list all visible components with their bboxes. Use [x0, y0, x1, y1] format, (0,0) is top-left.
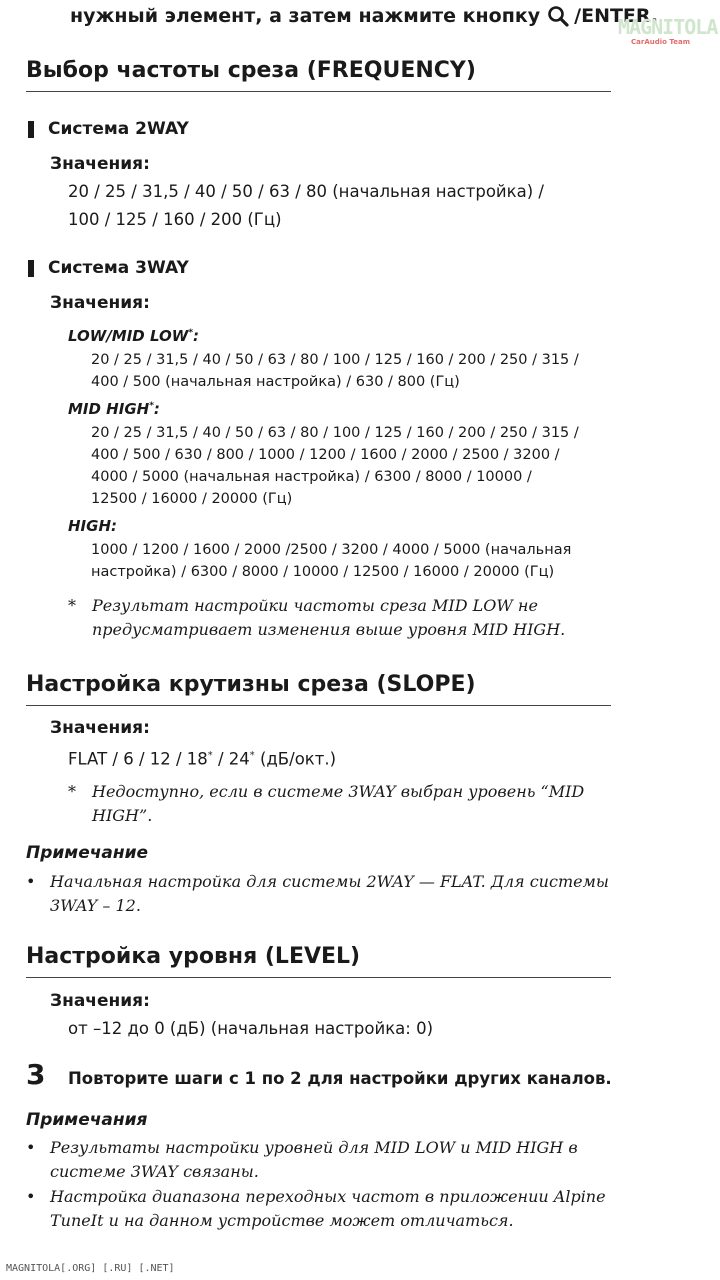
notes-bullet-1: [26, 1136, 578, 1184]
notes-b2-line1: Настройка диапазона переходных частот в приложении Alpine: [50, 1187, 606, 1206]
slope-values-label: Значения:: [50, 718, 150, 738]
notes-b2-line2: TuneIt и на данном устройстве может отличаться.: [50, 1211, 514, 1230]
mid-line3: 4000 / 5000 (начальная настройка) / 6300 / 8000 / 10000 /: [91, 469, 532, 485]
heading-bar: [28, 121, 34, 138]
sys3-values-label: Значения:: [50, 293, 150, 313]
mid-line2: 400 / 500 / 630 / 800 / 1000 / 1200 / 1600 / 2000 / 2500 / 3200 /: [91, 447, 560, 463]
notes-bullet-2: [26, 1185, 606, 1233]
mid-label-text: MID HIGH: [68, 400, 150, 418]
level-rule: [26, 977, 611, 978]
footer-watermark: MAGNITOLA[.ORG] [.RU] [.NET]: [6, 1263, 175, 1274]
notes-b1-line1: Результаты настройки уровней для MID LOW и MID HIGH в: [50, 1138, 578, 1157]
sys3-heading-text: Система 3WAY: [48, 258, 189, 278]
slope-remark-line1: Начальная настройка для системы 2WAY — FLAT. Для системы: [50, 872, 609, 891]
low-label-sup: *: [188, 328, 194, 338]
step-text: Повторите шаги с 1 по 2 для настройки других каналов.: [68, 1069, 612, 1088]
bullet-dot: •: [26, 872, 36, 891]
slope-footnote-line1: Недоступно, если в системе 3WAY выбран уровень “MID: [92, 782, 585, 801]
slope-v2: / 24: [212, 749, 250, 769]
frequency-footnote-line1: Результат настройки частоты среза MID LOW не: [92, 596, 538, 615]
mid-label-colon: :: [153, 400, 160, 418]
footnote-star: *: [68, 596, 76, 615]
mid-high-label: [68, 400, 160, 418]
slope-values: [68, 742, 336, 774]
level-values-label: Значения:: [50, 991, 150, 1011]
frequency-footnote: [68, 594, 565, 642]
sys3-heading: [28, 258, 189, 278]
watermark-sub: CarAudio Team: [631, 38, 690, 46]
slope-title: Настройка крутизны среза (SLOPE): [26, 672, 476, 697]
sys2-values-label: Значения:: [50, 154, 150, 174]
sys2-heading-text: Система 2WAY: [48, 119, 189, 139]
low-label-colon: :: [193, 327, 200, 345]
slope-rule: [26, 705, 611, 706]
mid-line1: 20 / 25 / 31,5 / 40 / 50 / 63 / 80 / 100 / 125 / 160 / 200 / 250 / 315 /: [91, 425, 579, 441]
level-title: Настройка уровня (LEVEL): [26, 944, 361, 969]
watermark-logo: [618, 15, 718, 52]
notes-title: Примечания: [26, 1110, 148, 1130]
high-line1: 1000 / 1200 / 1600 / 2000 /2500 / 3200 / 4000 / 5000 (начальная: [91, 542, 572, 558]
footnote-star: *: [68, 782, 76, 801]
bullet-dot: •: [26, 1138, 36, 1157]
watermark-main: MAGNITOLA: [618, 15, 718, 39]
low-mid-low-label: [68, 327, 199, 345]
top-text-before: нужный элемент, а затем нажмите кнопку: [70, 5, 541, 27]
low-line1: 20 / 25 / 31,5 / 40 / 50 / 63 / 80 / 100 / 125 / 160 / 200 / 250 / 315 /: [91, 352, 579, 368]
slope-footnote-line2: HIGH”.: [92, 806, 153, 825]
slope-v1: FLAT / 6 / 12 / 18: [68, 749, 208, 769]
mid-line4: 12500 / 16000 / 20000 (Гц): [91, 491, 293, 507]
mid-label-sup: *: [149, 401, 154, 411]
high-line2: настройка) / 6300 / 8000 / 10000 / 12500 / 16000 / 20000 (Гц): [91, 564, 555, 580]
magnifier-icon: [546, 4, 570, 28]
sys2-heading: [28, 119, 189, 139]
heading-bar: [28, 260, 34, 277]
slope-remark-line2: 3WAY – 12.: [50, 896, 141, 915]
low-values: [91, 349, 579, 393]
low-line2: 400 / 500 (начальная настройка) / 630 / 800 (Гц): [91, 374, 460, 390]
slope-v1-sup: *: [207, 750, 213, 761]
top-instruction: [70, 4, 658, 28]
level-values: от –12 до 0 (дБ) (начальная настройка: 0): [68, 1019, 434, 1038]
sys2-line2: 100 / 125 / 160 / 200 (Гц): [68, 210, 282, 229]
bullet-dot: •: [26, 1187, 36, 1206]
mid-values: [91, 422, 579, 510]
frequency-title: Выбор частоты среза (FREQUENCY): [26, 58, 476, 83]
frequency-rule: [26, 91, 611, 92]
step-number: 3: [26, 1058, 46, 1091]
sys2-line1: 20 / 25 / 31,5 / 40 / 50 / 63 / 80 (начальная настройка) /: [68, 182, 544, 201]
high-label: HIGH:: [68, 517, 117, 535]
frequency-footnote-line2: предусматривает изменения выше уровня MID HIGH.: [92, 620, 566, 639]
slope-remark: [26, 870, 609, 918]
high-values: [91, 539, 571, 583]
slope-remark-title: Примечание: [26, 843, 149, 863]
low-label-text: LOW/MID LOW: [68, 327, 189, 345]
slope-footnote: [68, 780, 584, 828]
notes-b1-line2: системе 3WAY связаны.: [50, 1162, 259, 1181]
sys2-values: [68, 178, 544, 234]
slope-v3: (дБ/окт.): [254, 749, 337, 769]
slope-v2-sup: *: [249, 750, 255, 761]
top-text-after: /ENTER.: [574, 5, 659, 27]
